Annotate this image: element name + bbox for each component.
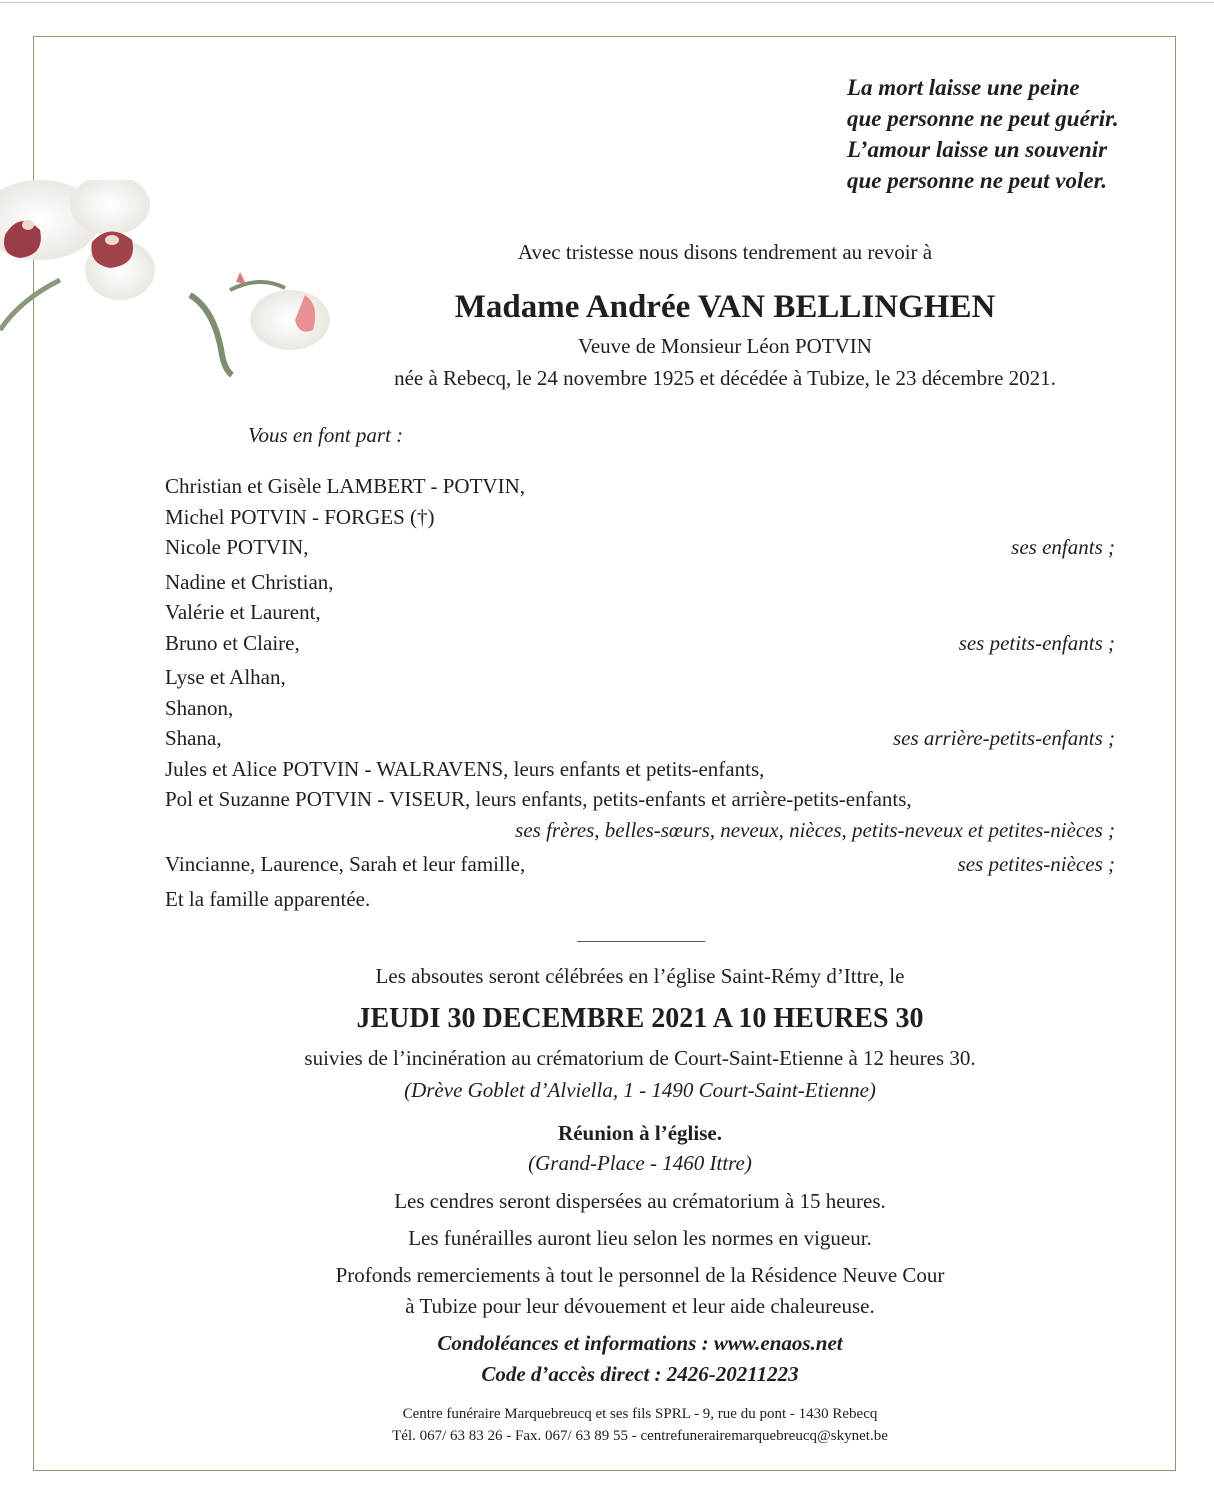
relation-label: ses enfants ; <box>1011 535 1115 559</box>
list-item: Pol et Suzanne POTVIN - VISEUR, leurs enfants, petits-enfants et arrière-petits-enfants, <box>165 787 912 811</box>
list-item: Lyse et Alhan, <box>165 665 286 689</box>
list-item: Vincianne, Laurence, Sarah et leur famille, ses petites-nièces ; <box>165 849 1115 880</box>
announce-label: Vous en font part : <box>248 423 404 447</box>
list-item: Shana, ses arrière-petits-enfants ; <box>165 723 1115 754</box>
cremation-info: suivies de l’incinération au crématorium de Court-Saint-Etienne à 12 heures 30. <box>304 1046 976 1070</box>
quote-line: que personne ne peut guérir. <box>847 106 1119 131</box>
funeral-home-contact: Tél. 067/ 63 83 26 - Fax. 067/ 63 89 55 - centrefunerairemarquebreucq@skynet.be <box>392 1428 888 1444</box>
funeral-home-address: Centre funéraire Marquebreucq et ses fils SPRL - 9, rue du pont - 1430 Rebecq <box>402 1406 878 1422</box>
divider <box>577 941 705 942</box>
thanks-line: à Tubize pour leur dévouement et leur aide chaleureuse. <box>405 1294 875 1318</box>
quote-line: L’amour laisse un souvenir <box>847 137 1108 162</box>
list-item: Et la famille apparentée. <box>165 886 371 911</box>
intro-text: Avec tristesse nous disons tendrement au revoir à <box>517 240 933 264</box>
relation-label: ses frères, belles-sœurs, neveux, nièces, petits-neveux et petites-nièces ; <box>515 817 1115 842</box>
list-item: Jules et Alice POTVIN - WALRAVENS, leurs enfants et petits-enfants, <box>165 756 765 781</box>
thanks-line: Profonds remerciements à tout le personnel de la Résidence Neuve Cour <box>335 1263 945 1287</box>
list-item: Bruno et Claire, ses petits-enfants ; <box>165 628 1115 659</box>
relation-label: ses arrière-petits-enfants ; <box>892 726 1115 750</box>
ceremony-datetime: JEUDI 30 DECEMBRE 2021 A 10 HEURES 30 <box>356 1003 924 1034</box>
quote-line: La mort laisse une peine <box>847 75 1080 100</box>
list-item: Nicole POTVIN, ses enfants ; <box>165 532 1115 563</box>
cremation-address: (Drève Goblet d’Alviella, 1 - 1490 Court-Saint-Etienne) <box>404 1078 876 1102</box>
norms-info: Les funérailles auront lieu selon les normes en vigueur. <box>408 1226 872 1250</box>
ceremony-intro: Les absoutes seront célébrées en l’église Saint-Rémy d’Ittre, le <box>375 964 905 988</box>
list-item: Nadine et Christian, <box>165 569 334 594</box>
reunion-info: Réunion à l’église. <box>558 1121 722 1145</box>
list-item: Michel POTVIN - FORGES (†) <box>165 504 435 529</box>
condolences-info: Condoléances et informations : www.enaos.net <box>437 1331 843 1355</box>
list-item: Christian et Gisèle LAMBERT - POTVIN, <box>165 474 525 498</box>
memorial-quote <box>847 72 1119 196</box>
reunion-address: (Grand-Place - 1460 Ittre) <box>528 1151 752 1175</box>
relation-label: ses petites-nièces ; <box>957 852 1115 876</box>
widow-of: Veuve de Monsieur Léon POTVIN <box>578 334 872 358</box>
birth-death-dates: née à Rebecq, le 24 novembre 1925 et décédée à Tubize, le 23 décembre 2021. <box>394 366 1056 390</box>
list-item: Shanon, <box>165 695 234 720</box>
deceased-name: Madame Andrée VAN BELLINGHEN <box>454 289 996 325</box>
access-code: Code d’accès direct : 2426-20211223 <box>481 1362 799 1386</box>
family-list <box>165 471 1115 914</box>
scan-top-edge <box>0 2 1214 3</box>
relation-label: ses petits-enfants ; <box>958 630 1115 655</box>
ashes-info: Les cendres seront dispersées au crématorium à 15 heures. <box>394 1189 886 1213</box>
list-item: Valérie et Laurent, <box>165 600 321 624</box>
quote-line: que personne ne peut voler. <box>847 168 1108 193</box>
